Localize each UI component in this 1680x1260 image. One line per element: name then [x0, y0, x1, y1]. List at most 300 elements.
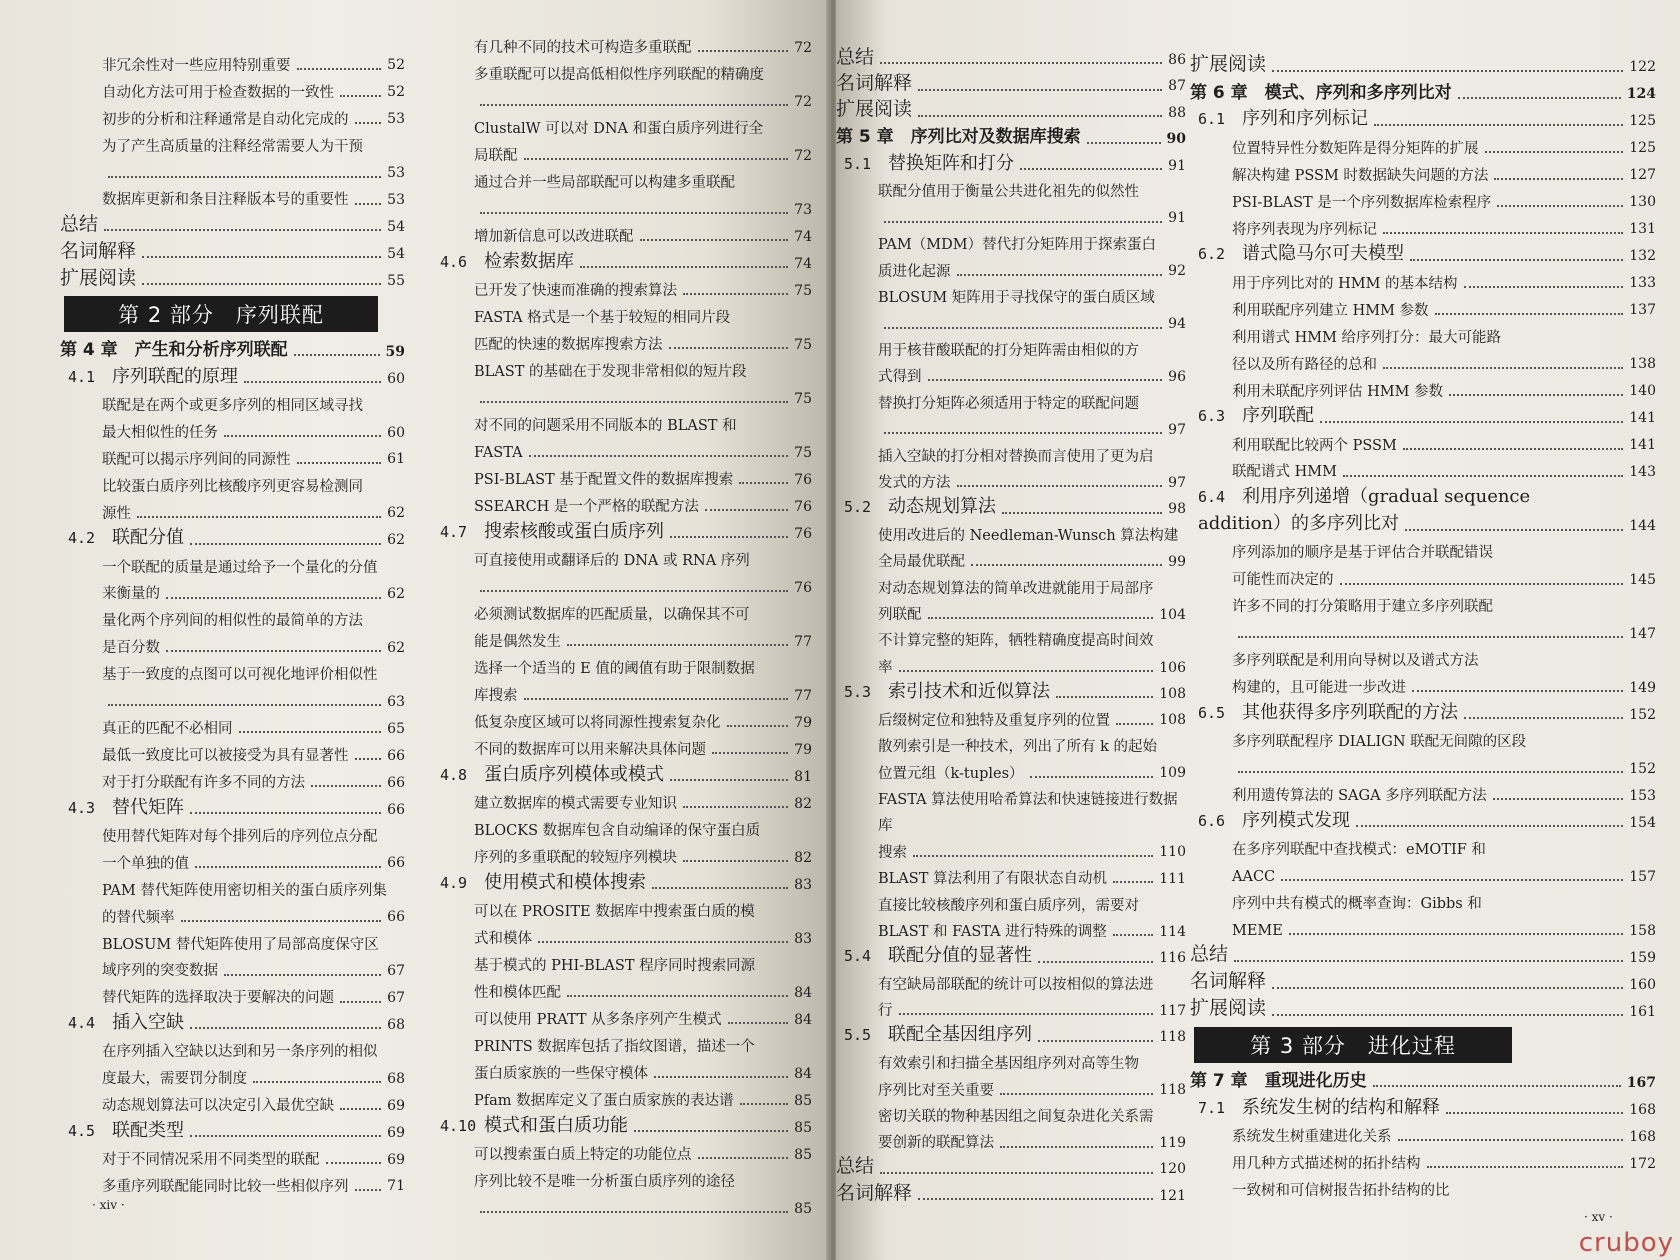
- entry-title: 基于一致度的点图可以可视化地评价相似性: [102, 667, 378, 684]
- subsection-entry: [102, 686, 405, 711]
- entry-title: 必须测试数据库的匹配质量，以确保其不可: [474, 606, 750, 623]
- subsection-entry: [102, 185, 405, 210]
- page-number: 90: [1166, 131, 1186, 148]
- subsection-entry: [878, 309, 1186, 333]
- subsection-entry: [1232, 565, 1656, 590]
- backmatter-entry: [1190, 996, 1656, 1021]
- subsection-entry: [1232, 322, 1656, 347]
- entry-title: FASTA 格式是一个基于较短的相同片段: [474, 309, 731, 326]
- entry-title: 序列联配的原理: [112, 365, 238, 387]
- entry-title: 替代矩阵的选择取决于要解决的问题: [102, 990, 334, 1007]
- entry-title: 径以及所有路径的总和: [1232, 356, 1377, 373]
- subsection-entry: [102, 131, 405, 156]
- entry-title: 用于序列比对的 HMM 的基本结构: [1232, 275, 1458, 292]
- subsection-entry: [102, 390, 405, 415]
- entry-title: 联配可以揭示序列间的同源性: [102, 451, 291, 468]
- page-number: 72: [794, 147, 812, 164]
- dot-leader: [739, 482, 788, 484]
- page-number: 83: [794, 930, 812, 947]
- dot-leader: [683, 293, 788, 295]
- page-number: 91: [1168, 157, 1186, 174]
- page-number: 124: [1626, 86, 1656, 103]
- entry-title: 第 5 章 序列比对及数据库搜索: [836, 127, 1081, 148]
- page-number: 69: [387, 1124, 405, 1141]
- dot-leader: [1272, 70, 1623, 72]
- page-number: 82: [794, 849, 812, 866]
- page-number: 54: [387, 245, 405, 262]
- entry-title: 多重序列联配能同时比较一些相似序列: [102, 1178, 349, 1195]
- subsection-entry: [474, 1166, 812, 1191]
- section-entry: [1198, 241, 1656, 266]
- subsection-entry: [474, 1193, 812, 1218]
- subsection-entry: [102, 417, 405, 442]
- page-number: 118: [1159, 1082, 1186, 1099]
- subsection-entry: [878, 1075, 1186, 1099]
- dot-leader: [1320, 421, 1623, 423]
- page-number: 53: [387, 165, 405, 182]
- dot-leader: [1343, 475, 1623, 477]
- page-number: 85: [794, 1092, 812, 1109]
- dot-leader: [899, 670, 1154, 672]
- section-entry: [844, 1022, 1186, 1046]
- chapter-entry: [1190, 79, 1656, 104]
- section-number: 5.3: [844, 682, 872, 701]
- backmatter-entry: [60, 212, 405, 237]
- entry-title: 构建的，且可能进一步改进: [1232, 680, 1406, 697]
- entry-title: 联配全基因组序列: [888, 1024, 1032, 1046]
- dot-leader: [355, 122, 382, 124]
- dot-leader: [957, 274, 1163, 276]
- section-number: 4.6: [440, 252, 468, 271]
- entry-title: 联配分值用于衡量公共进化祖先的似然性: [878, 184, 1139, 201]
- page-number: 63: [387, 693, 405, 710]
- page-number: 158: [1629, 922, 1656, 939]
- section-number: 4.7: [440, 522, 468, 541]
- section-entry: [68, 1010, 405, 1035]
- dot-leader: [1493, 798, 1624, 800]
- entry-title: 替换打分矩阵必须适用于特定的联配问题: [878, 395, 1139, 412]
- entry-title: 模式和蛋白质功能: [484, 1114, 628, 1136]
- page-number: 76: [794, 579, 812, 596]
- page-number: 108: [1159, 685, 1186, 702]
- subsection-entry: [102, 902, 405, 927]
- entry-title: 使用模式和模体搜索: [484, 871, 646, 893]
- page-number: 66: [387, 855, 405, 872]
- subsection-entry: [878, 600, 1186, 624]
- entry-title: 可直接使用或翻译后的 DNA 或 RNA 序列: [474, 552, 750, 569]
- section-entry: [844, 943, 1186, 967]
- dot-leader: [142, 256, 381, 258]
- subsection-entry: [878, 521, 1186, 545]
- subsection-entry: [1232, 861, 1656, 886]
- dot-leader: [529, 455, 789, 457]
- dot-leader: [1272, 1014, 1623, 1016]
- page-number: 86: [1168, 51, 1186, 68]
- dot-leader: [884, 432, 1162, 434]
- entry-title: 利用联配序列建立 HMM 参数: [1232, 302, 1429, 319]
- page-number: 85: [794, 1119, 812, 1136]
- page-number: 117: [1159, 1002, 1186, 1019]
- entry-title: 替代矩阵: [112, 796, 184, 818]
- page-number: 97: [1168, 474, 1186, 491]
- section-entry: [844, 151, 1186, 175]
- subsection-entry: [102, 633, 405, 658]
- subsection-entry: [878, 890, 1186, 914]
- subsection-entry: [474, 626, 812, 651]
- entry-title: 将序列表现为序列标记: [1232, 221, 1377, 238]
- entry-title: 动态规划算法: [888, 496, 996, 518]
- subsection-entry: [102, 659, 405, 684]
- page-number: 69: [387, 1151, 405, 1168]
- subsection-entry: [474, 410, 812, 435]
- subsection-entry: [878, 441, 1186, 465]
- page-number: 104: [1159, 606, 1186, 623]
- subsection-entry: [102, 929, 405, 954]
- page-number: 84: [794, 1065, 812, 1082]
- dot-leader: [166, 597, 381, 599]
- subsection-entry: [1232, 618, 1656, 643]
- entry-title: 基于模式的 PHI-BLAST 程序同时搜索同源: [474, 957, 756, 974]
- subsection-entry: [1232, 160, 1656, 185]
- subsection-entry: [102, 552, 405, 577]
- page-number: 76: [794, 525, 812, 542]
- dot-leader: [340, 1001, 381, 1003]
- dot-leader: [1020, 168, 1162, 170]
- subsection-entry: [878, 811, 1186, 835]
- entry-title: BLOSUM 替代矩阵使用了局部高度保守区: [102, 936, 379, 953]
- dot-leader: [108, 704, 381, 706]
- page-number: 65: [387, 720, 405, 737]
- entry-title: BLAST 的基础在于发现非常相似的短片段: [474, 363, 747, 380]
- subsection-entry: [102, 579, 405, 604]
- entry-title: PRINTS 数据库包括了指纹图谱，描述一个: [474, 1038, 755, 1055]
- dot-leader: [1373, 1085, 1621, 1087]
- section-entry: [1198, 484, 1656, 509]
- dot-leader: [297, 462, 382, 464]
- backmatter-entry: [60, 238, 405, 263]
- dot-leader: [311, 785, 381, 787]
- dot-leader: [580, 266, 788, 268]
- subsection-entry: [474, 383, 812, 408]
- entry-title: 序列联配: [1242, 405, 1314, 427]
- subsection-entry: [1232, 187, 1656, 212]
- subsection-entry: [474, 734, 812, 759]
- entry-title: 扩展阅读: [60, 266, 137, 289]
- entry-title: 是百分数: [102, 640, 160, 657]
- entry-title: 利用联配比较两个 PSSM: [1232, 437, 1397, 454]
- entry-title: 搜索核酸或蛋白质序列: [484, 520, 664, 542]
- subsection-entry: [878, 336, 1186, 360]
- entry-title: 率: [878, 659, 893, 676]
- dot-leader: [195, 866, 381, 868]
- subsection-entry: [102, 767, 405, 792]
- entry-title: 一个联配的质量是通过给予一个量化的分值: [102, 559, 378, 576]
- page-number: 92: [1168, 263, 1186, 280]
- subsection-entry: [102, 956, 405, 981]
- page-number: 75: [794, 444, 812, 461]
- subsection-entry: [474, 842, 812, 867]
- entry-title: BLAST 算法利用了有限状态自动机: [878, 871, 1107, 888]
- dot-leader: [190, 543, 381, 545]
- entry-title: 解决构建 PSSM 时数据缺失问题的方法: [1232, 167, 1489, 184]
- dot-leader: [480, 104, 788, 106]
- dot-leader: [1412, 690, 1623, 692]
- backmatter-entry: [836, 45, 1186, 69]
- dot-leader: [166, 650, 381, 652]
- subsection-entry: [474, 923, 812, 948]
- page-number: 94: [1168, 316, 1186, 333]
- section-number: 5.1: [844, 154, 872, 173]
- page-number: 59: [385, 343, 405, 360]
- subsection-entry: [474, 1085, 812, 1110]
- dot-leader: [1405, 529, 1623, 531]
- entry-title: 的替代频率: [102, 909, 175, 926]
- page-number: 127: [1629, 167, 1656, 184]
- section-number: 6.1: [1198, 110, 1226, 129]
- subsection-entry: [474, 788, 812, 813]
- subsection-entry: [102, 848, 405, 873]
- section-entry: [1198, 403, 1656, 428]
- dot-leader: [340, 95, 381, 97]
- subsection-entry: [474, 32, 812, 57]
- entry-title: 对不同的问题采用不同版本的 BLAST 和: [474, 417, 737, 434]
- dot-leader: [1116, 723, 1153, 725]
- subsection-entry: [878, 758, 1186, 782]
- dot-leader: [1000, 1093, 1153, 1095]
- page-number: 143: [1629, 464, 1656, 481]
- section-entry: [440, 761, 812, 786]
- dot-leader: [1435, 313, 1624, 315]
- entry-title: 能是偶然发生: [474, 633, 561, 650]
- dot-leader: [1383, 232, 1623, 234]
- page-number: 140: [1629, 383, 1656, 400]
- subsection-entry: [102, 1090, 405, 1115]
- entry-title: 联配类型: [112, 1119, 184, 1141]
- backmatter-entry: [836, 98, 1186, 122]
- entry-title: 名词解释: [60, 239, 137, 262]
- entry-title: 扩展阅读: [1190, 997, 1267, 1020]
- entry-title: 其他获得多序列联配的方法: [1242, 701, 1458, 723]
- subsection-entry: [1232, 834, 1656, 859]
- subsection-entry: [474, 653, 812, 678]
- entry-title: 库: [878, 818, 893, 835]
- subsection-entry: [474, 977, 812, 1002]
- page-number: 141: [1629, 437, 1656, 454]
- dot-leader: [1238, 636, 1623, 638]
- subsection-entry: [878, 626, 1186, 650]
- entry-title: 比较蛋白质序列比核酸序列更容易检测同: [102, 478, 363, 495]
- entry-title: 序列比对至关重要: [878, 1082, 994, 1099]
- page-number: 67: [387, 963, 405, 980]
- entry-title: 最大相似性的任务: [102, 424, 218, 441]
- entry-title: FASTA: [474, 444, 523, 461]
- entry-title: 使用改进后的 Needleman-Wunsch 算法构建: [878, 527, 1179, 544]
- dot-leader: [971, 564, 1162, 566]
- subsection-entry: [474, 59, 812, 84]
- entry-title: 局联配: [474, 147, 518, 164]
- entry-title: 度最大，需要罚分制度: [102, 1071, 247, 1088]
- section-entry: [68, 1117, 405, 1142]
- subsection-entry: [474, 275, 812, 300]
- entry-title: Pfam 数据库定义了蛋白质家族的表达谱: [474, 1092, 734, 1109]
- entry-title: 列联配: [878, 607, 922, 624]
- subsection-entry: [1232, 592, 1656, 617]
- subsection-entry: [878, 970, 1186, 994]
- subsection-entry: [474, 1031, 812, 1056]
- section-entry: [68, 794, 405, 819]
- section-number: 7.1: [1198, 1098, 1226, 1117]
- page-number: 110: [1159, 844, 1186, 861]
- dot-leader: [634, 1130, 788, 1132]
- subsection-entry: [878, 547, 1186, 571]
- dot-leader: [1113, 881, 1153, 883]
- dot-leader: [1289, 933, 1623, 935]
- dot-leader: [190, 1027, 381, 1029]
- subsection-entry: [878, 864, 1186, 888]
- dot-leader: [918, 115, 1162, 117]
- entry-title: 非冗余性对一些应用特别重要: [102, 57, 291, 74]
- dot-leader: [1446, 1112, 1623, 1114]
- entry-title: 序列比较不是唯一分析蛋白质序列的途径: [474, 1173, 735, 1190]
- entry-title: BLOSUM 矩阵用于寻找保守的蛋白质区域: [878, 290, 1155, 307]
- entry-title: 总结: [60, 212, 99, 235]
- page-number: 168: [1629, 1128, 1656, 1145]
- subsection-entry: [1232, 376, 1656, 401]
- dot-leader: [698, 50, 789, 52]
- subsection-entry: [474, 194, 812, 219]
- entry-title: 已开发了快速而准确的搜索算法: [474, 282, 677, 299]
- dot-leader: [1374, 124, 1623, 126]
- subsection-entry: [1232, 538, 1656, 563]
- section-entry: [440, 248, 812, 273]
- subsection-entry: [1232, 430, 1656, 455]
- dot-leader: [1038, 1040, 1153, 1042]
- entry-title: 最低一致度比可以被接受为具有显著性: [102, 748, 349, 765]
- dot-leader: [190, 812, 381, 814]
- entry-title: AACC: [1232, 869, 1276, 886]
- entry-title: 名词解释: [836, 1181, 913, 1204]
- entry-title: 低复杂度区域可以将同源性搜索复杂化: [474, 714, 721, 731]
- entry-title: 索引技术和近似算法: [888, 680, 1050, 702]
- dot-leader: [1038, 961, 1153, 963]
- page-number: 81: [794, 768, 812, 785]
- subsection-entry: [474, 464, 812, 489]
- section-entry: [68, 363, 405, 388]
- section-number: 5.5: [844, 1026, 872, 1045]
- dot-leader: [880, 62, 1162, 64]
- page-number: 147: [1629, 625, 1656, 642]
- dot-leader: [524, 158, 789, 160]
- subsection-entry: [474, 140, 812, 165]
- page-number: 79: [794, 714, 812, 731]
- entry-title: ClustalW 可以对 DNA 和蛋白质序列进行全: [474, 120, 764, 137]
- entry-title: 密切关联的物种基因组之间复杂进化关系需: [878, 1109, 1154, 1126]
- dot-leader: [1087, 142, 1161, 144]
- page-number: 109: [1159, 765, 1186, 782]
- subsection-entry: [1232, 888, 1656, 913]
- subsection-entry: [102, 1144, 405, 1169]
- section-number: 5.2: [844, 498, 872, 517]
- dot-leader: [884, 221, 1162, 223]
- entry-title: 散列索引是一种技术，列出了所有 k 的起始: [878, 739, 1158, 756]
- entry-title: 质进化起源: [878, 263, 951, 280]
- page-number: 125: [1629, 113, 1656, 130]
- subsection-entry: [102, 444, 405, 469]
- dot-leader: [142, 283, 381, 285]
- right-page: [836, 0, 1680, 1260]
- subsection-entry: [474, 302, 812, 327]
- entry-title: 许多不同的打分策略用于建立多序列联配: [1232, 599, 1493, 616]
- page-number: 87: [1168, 78, 1186, 95]
- subsection-entry: [878, 785, 1186, 809]
- subsection-entry: [878, 204, 1186, 228]
- page-number: 172: [1629, 1155, 1656, 1172]
- entry-title: 源性: [102, 505, 131, 522]
- page-number: 61: [387, 451, 405, 468]
- section-number: 5.4: [844, 947, 872, 966]
- subsection-entry: [1232, 1175, 1656, 1200]
- entry-title: 联配分值的显著性: [888, 945, 1032, 967]
- dot-leader: [957, 485, 1163, 487]
- subsection-entry: [474, 815, 812, 840]
- entry-title: 检索数据库: [484, 250, 574, 272]
- page-number: 79: [794, 741, 812, 758]
- section-number: 4.9: [440, 873, 468, 892]
- dot-leader: [654, 1076, 788, 1078]
- page-number: 133: [1629, 275, 1656, 292]
- page-number: 82: [794, 795, 812, 812]
- page-number: 71: [387, 1178, 405, 1195]
- dot-leader: [698, 1157, 789, 1159]
- entry-title: 搜索: [878, 844, 907, 861]
- backmatter-entry: [836, 1155, 1186, 1179]
- page-number: 52: [387, 57, 405, 74]
- entry-title: 利用谱式 HMM 给序列打分：最大可能路: [1232, 329, 1502, 346]
- page-number: 119: [1159, 1135, 1186, 1152]
- entry-title: 位置特异性分数矩阵是得分矩阵的扩展: [1232, 140, 1479, 157]
- section-entry: [440, 1112, 812, 1137]
- subsection-entry: [102, 875, 405, 900]
- page-number: 53: [387, 192, 405, 209]
- subsection-entry: [878, 468, 1186, 492]
- subsection-entry: [878, 230, 1186, 254]
- dot-leader: [1056, 696, 1153, 698]
- subsection-entry: [1232, 672, 1656, 697]
- entry-title: 行: [878, 1003, 893, 1020]
- entry-title: 可以搜索蛋白质上特定的功能位点: [474, 1146, 692, 1163]
- page-number: 144: [1629, 518, 1656, 535]
- page-number: 66: [387, 801, 405, 818]
- page-number: 72: [794, 39, 812, 56]
- entry-title: 为了产生高质量的注释经常需要人为干预: [102, 138, 363, 155]
- subsection-entry: [878, 388, 1186, 412]
- backmatter-entry: [836, 71, 1186, 95]
- subsection-entry: [102, 158, 405, 183]
- subsection-entry: [1232, 457, 1656, 482]
- subsection-entry: [102, 606, 405, 631]
- entry-title: 真正的匹配不必相同: [102, 721, 233, 738]
- page-number: 88: [1168, 104, 1186, 121]
- entry-title: 性和模体匹配: [474, 984, 561, 1001]
- dot-leader: [669, 347, 789, 349]
- subsection-entry: [102, 821, 405, 846]
- dot-leader: [1340, 583, 1624, 585]
- entry-title: 总结: [1190, 943, 1229, 966]
- subsection-entry: [1232, 915, 1656, 940]
- subsection-entry: [474, 896, 812, 921]
- page-number: 131: [1629, 221, 1656, 238]
- page-number: 98: [1168, 501, 1186, 518]
